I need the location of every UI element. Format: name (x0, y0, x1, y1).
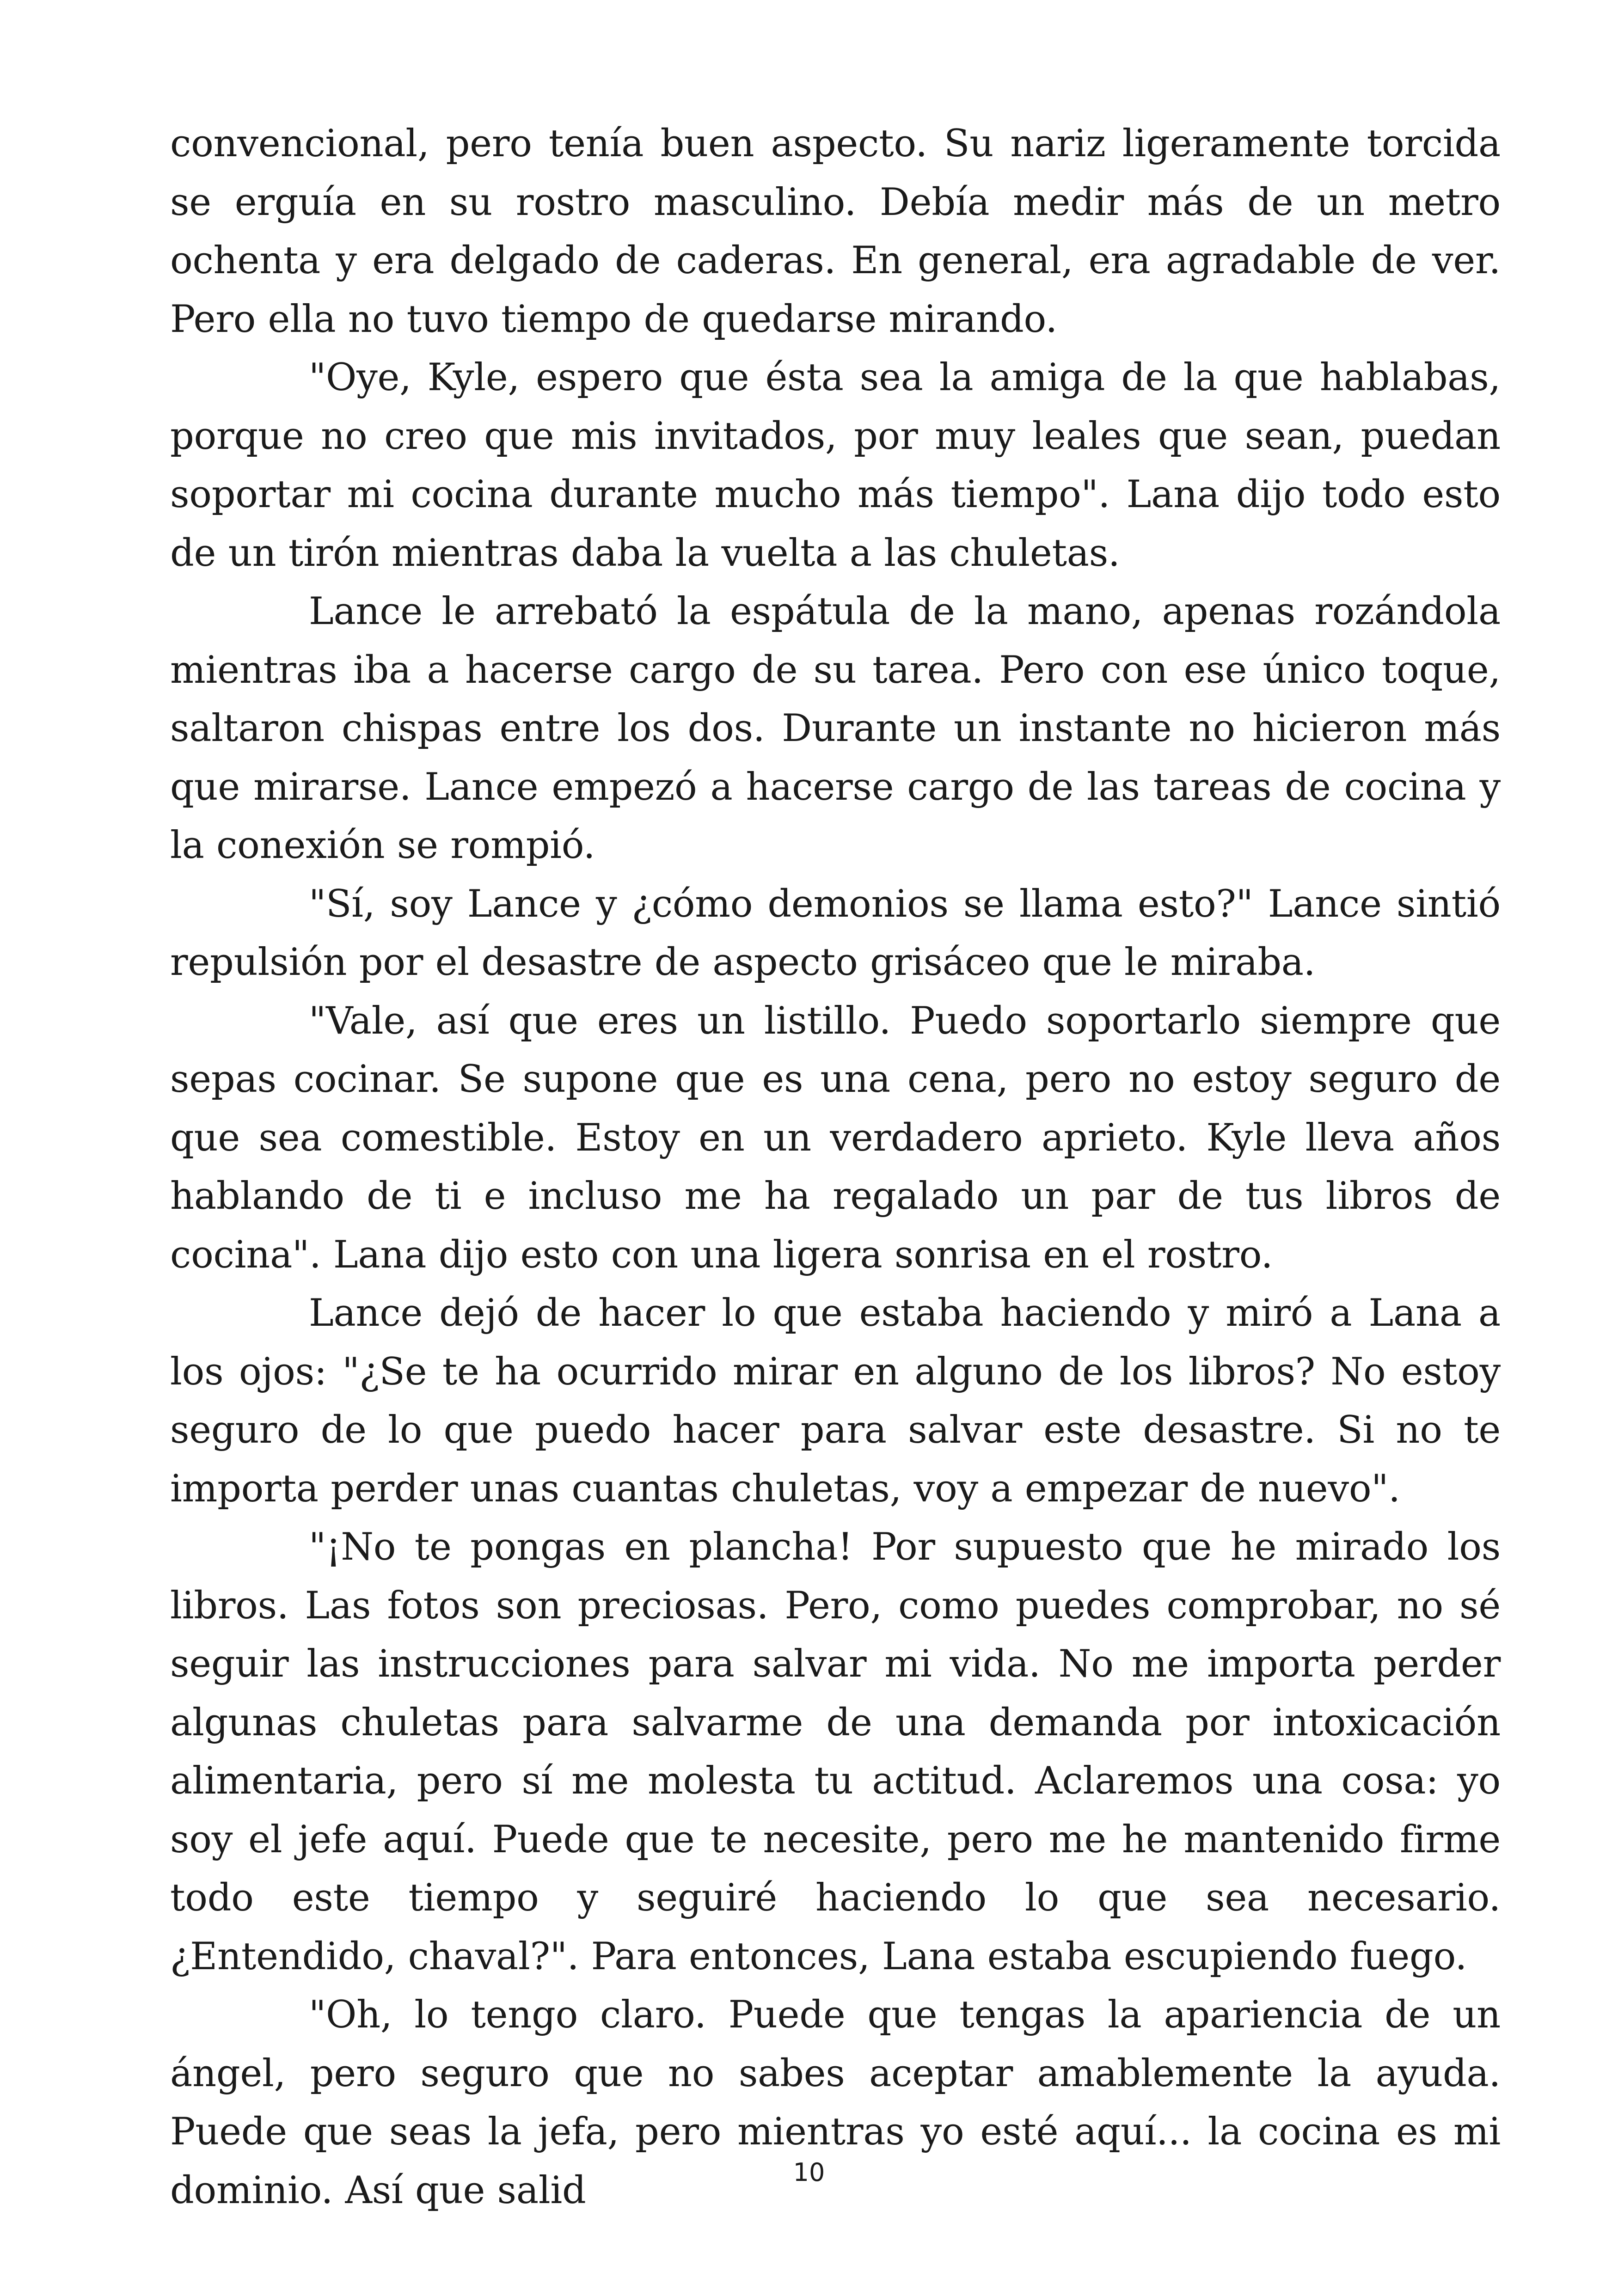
paragraph-lana-jefe: "¡No te pongas en plancha! Por supuesto que he mirado los libros. Las fotos son preciosas. Pero, como puedes comprobar, no sé seguir las instrucciones para salvar mi vida. No me importa perder algunas chuletas para salvarme de una demanda por intoxicación alimentaria, pero sí me molesta tu actitud. Aclaremos una cosa: yo soy el jefe aquí. Puede que te necesite, pero me he mantenido firme todo este tiempo y seguiré haciendo lo que sea necesario. ¿Entendido, chaval?". Para entonces, Lana estaba escupiendo fuego. (170, 1525, 1501, 1978)
page-body (170, 115, 1501, 2220)
paragraph-spatula: Lance le arrebató la espátula de la mano, apenas rozándola mientras iba a hacerse cargo de su tarea. Pero con ese único toque, saltaron chispas entre los dos. Durante un instante no hicieron más que mirarse. Lance empezó a hacerse cargo de las tareas de cocina y la conexión se rompió. (170, 590, 1501, 867)
paragraph-lance-intro: "Sí, soy Lance y ¿cómo demonios se llama esto?" Lance sintió repulsión por el desastre de aspecto grisáceo que le miraba. (170, 882, 1501, 984)
paragraph-dialogue-lana-kyle: "Oye, Kyle, espero que ésta sea la amiga de la que hablabas, porque no creo que mis invitados, por muy leales que sean, puedan soportar mi cocina durante mucho más tiempo". Lana dijo todo esto de un tirón mientras daba la vuelta a las chuletas. (170, 356, 1501, 575)
page-number: 10 (793, 2158, 825, 2187)
paragraph-continuation: convencional, pero tenía buen aspecto. Su nariz ligeramente torcida se erguía en su rostro masculino. Debía medir más de un metro ochenta y era delgado de caderas. En general, era agradable de ver. Pero ella no tuvo tiempo de quedarse mirando. (170, 122, 1501, 341)
paragraph-lance-angel: "Oh, lo tengo claro. Puede que tengas la apariencia de un ángel, pero seguro que no sabes aceptar amablemente la ayuda. Puede que seas la jefa, pero mientras yo esté aquí... la cocina es mi dominio. Así que salid (170, 1993, 1501, 2212)
paragraph-lana-listillo: "Vale, así que eres un listillo. Puedo soportarlo siempre que sepas cocinar. Se supone que es una cena, pero no estoy seguro de que sea comestible. Estoy en un verdadero aprieto. Kyle lleva años hablando de ti e incluso me ha regalado un par de tus libros de cocina". Lana dijo esto con una ligera sonrisa en el rostro. (170, 999, 1501, 1277)
paragraph-lance-books: Lance dejó de hacer lo que estaba haciendo y miró a Lana a los ojos: "¿Se te ha ocurrido mirar en alguno de los libros? No estoy seguro de lo que puedo hacer para salvar este desastre. Si no te importa perder unas cuantas chuletas, voy a empezar de nuevo". (170, 1292, 1501, 1511)
